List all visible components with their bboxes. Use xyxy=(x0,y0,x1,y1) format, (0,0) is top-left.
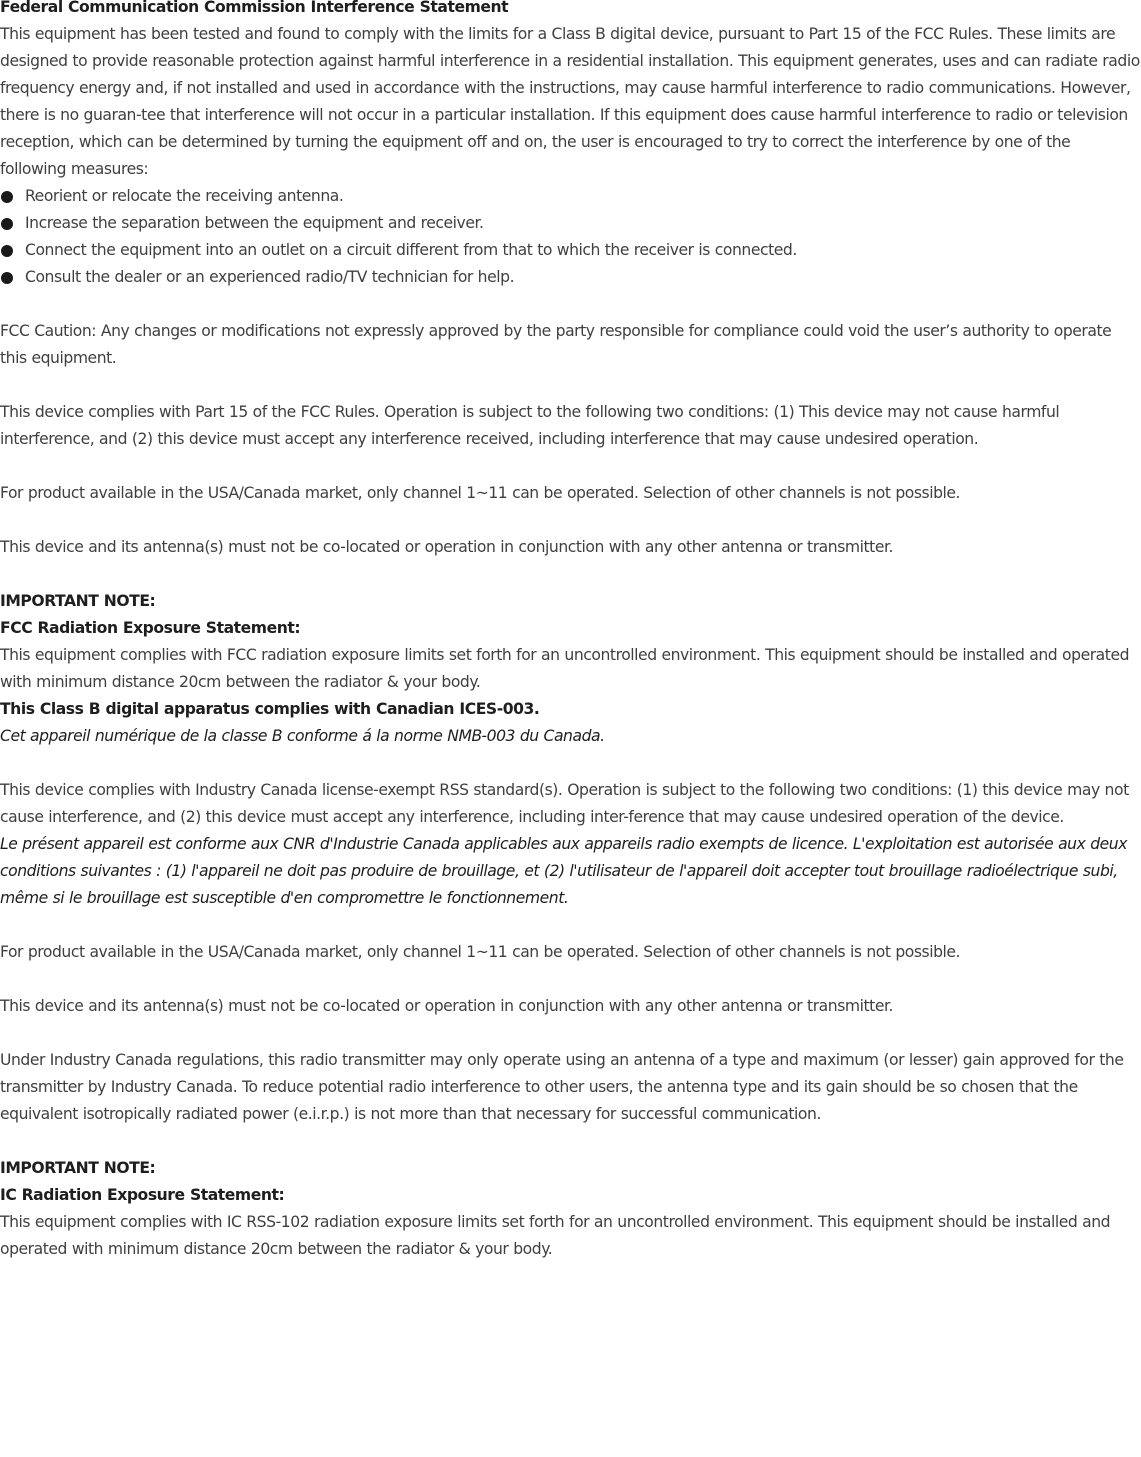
ic-colocation-paragraph: This device and its antenna(s) must not be co-located or operation in conjunction with any other antenna or transmitter. xyxy=(0,997,894,1015)
fcc-statement-title: Federal Communication Commission Interference Statement xyxy=(0,0,509,16)
fcc-important-note-heading: IMPORTANT NOTE: xyxy=(0,592,156,610)
bullet-icon xyxy=(1,245,13,257)
fcc-colocation-paragraph: This device and its antenna(s) must not be co-located or operation in conjunction with any other antenna or transmitter. xyxy=(0,538,894,556)
measures-list xyxy=(0,183,1141,291)
fcc-caution-paragraph: FCC Caution: Any changes or modifications not expressly approved by the party responsible for compliance could void the user’s authority to operate this equipment. xyxy=(0,322,1112,367)
fcc-radiation-paragraph: This equipment complies with FCC radiation exposure limits set forth for an uncontrolled environment. This equipment should be installed and operated with minimum distance 20cm between the radiator & your body. xyxy=(0,646,1130,691)
fcc-radiation-title: FCC Radiation Exposure Statement: xyxy=(0,619,301,637)
measure-text: Consult the dealer or an experienced radio/TV technician for help. xyxy=(25,268,515,286)
fcc-intro-paragraph: This equipment has been tested and found to comply with the limits for a Class B digital device, pursuant to Part 15 of the FCC Rules. These limits are designed to provide reasonable protection against harmful interference in a residential installation. This equipment generates, uses and can radiate radio frequency energy and, if not installed and used in accordance with the instructions, may cause harmful interference to radio communications. However, there is no guaran-tee that interference will not occur in a particular installation. If this equipment does cause harmful interference to radio or television reception, which can be determined by turning the equipment off and on, the user is encouraged to try to correct the interference by one of the following measures: xyxy=(0,25,1140,178)
ic-channels-paragraph: For product available in the USA/Canada market, only channel 1~11 can be operated. Selection of other channels is not possible. xyxy=(0,943,961,961)
list-item xyxy=(0,183,1141,210)
bullet-icon xyxy=(1,218,13,230)
ic-rss-paragraph-french: Le présent appareil est conforme aux CNR d'Industrie Canada applicables aux appareils radio exempts de licence. L'exploitation est autorisée aux deux conditions suivantes : (1) l'appareil ne doit pas produire de brouillage, et (2) l'utilisateur de l'appareil doit accepter tout brouillage radioélectrique subi, même si le brouillage est susceptible d'en compromettre le fonctionnement. xyxy=(0,835,1128,907)
bullet-icon xyxy=(1,272,13,284)
ices-statement: This Class B digital apparatus complies with Canadian ICES-003. xyxy=(0,700,540,718)
measure-text: Reorient or relocate the receiving antenna. xyxy=(25,187,344,205)
ic-radiation-title: IC Radiation Exposure Statement: xyxy=(0,1186,285,1204)
measure-text: Connect the equipment into an outlet on a circuit different from that to which the receiver is connected. xyxy=(25,241,797,259)
ic-radiation-paragraph: This equipment complies with IC RSS-102 radiation exposure limits set forth for an uncontrolled environment. This equipment should be installed and operated with minimum distance 20cm between the radiator & your body. xyxy=(0,1213,1111,1258)
ic-antenna-paragraph: Under Industry Canada regulations, this radio transmitter may only operate using an antenna of a type and maximum (or lesser) gain approved for the transmitter by Industry Canada. To reduce potential radio interference to other users, the antenna type and its gain should be so chosen that the equivalent isotropically radiated power (e.i.r.p.) is not more than that necessary for successful communication. xyxy=(0,1051,1124,1123)
ices-statement-french: Cet appareil numérique de la classe B conforme á la norme NMB-003 du Canada. xyxy=(0,727,605,745)
bullet-icon xyxy=(1,191,13,203)
measure-text: Increase the separation between the equipment and receiver. xyxy=(25,214,484,232)
fcc-part15-paragraph: This device complies with Part 15 of the FCC Rules. Operation is subject to the following two conditions: (1) This device may not cause harmful interference, and (2) this device must accept any interference received, including interference that may cause undesired operation. xyxy=(0,403,1060,448)
list-item xyxy=(0,264,1141,291)
list-item xyxy=(0,210,1141,237)
ic-important-note-heading: IMPORTANT NOTE: xyxy=(0,1159,156,1177)
list-item xyxy=(0,237,1141,264)
fcc-channels-paragraph: For product available in the USA/Canada market, only channel 1~11 can be operated. Selection of other channels is not possible. xyxy=(0,484,961,502)
ic-rss-paragraph: This device complies with Industry Canada license-exempt RSS standard(s). Operation is subject to the following two conditions: (1) this device may not cause interference, and (2) this device must accept any interference, including inter-ference that may cause undesired operation of the device. xyxy=(0,781,1129,826)
